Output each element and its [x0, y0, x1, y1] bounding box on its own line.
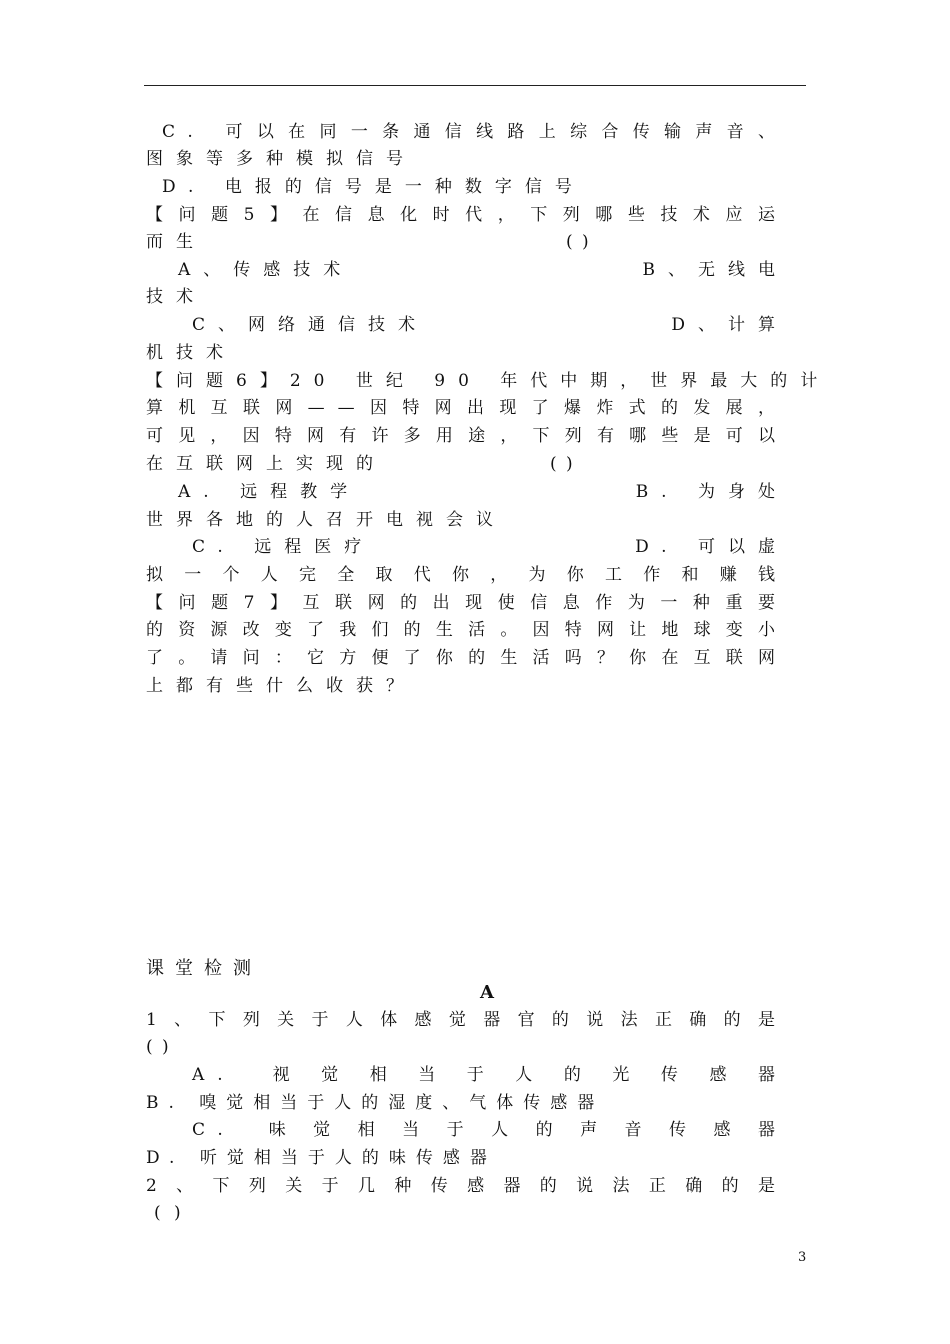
q6-option-d: D. 可以虚	[635, 537, 788, 557]
q5-option-b-cont: 技术	[146, 287, 206, 307]
section-label: A	[480, 982, 494, 1003]
question-6-line3: 可见，因特网有许多用途，下列有哪些是可以	[146, 426, 788, 446]
question-7-line1: 【问题7】互联网的出现使信息作为一种重要	[146, 593, 788, 613]
option-c-line2: 图象等多种模拟信号	[146, 149, 416, 169]
q1-option-c: C. 味觉相当于人的声音传感器	[192, 1120, 788, 1140]
question-7-line3: 了。请问：它方便了你的生活吗？你在互联网	[146, 648, 788, 668]
q6-option-b: B. 为身处	[635, 482, 788, 502]
q1-answer-paren: ( )	[146, 1037, 171, 1057]
option-c-line1: C. 可以在同一条通信线路上综合传输声音、	[162, 122, 788, 142]
q6-option-a: A. 远程教学	[178, 482, 361, 502]
answer-paren: ( )	[566, 232, 591, 252]
q2-stem: 2、下列关于几种传感器的说法正确的是	[146, 1176, 788, 1196]
q6-option-d-cont: 拟一个人完全取代你，为你工作和赚钱	[146, 565, 788, 585]
q1-option-a: A. 视觉相当于人的光传感器	[192, 1065, 788, 1085]
q5-option-d: D、计算	[671, 315, 788, 335]
q6-option-c: C. 远程医疗	[192, 537, 375, 557]
question-5-line1: 【问题5】在信息化时代，下列哪些技术应运	[146, 205, 788, 225]
page-number: 3	[798, 1250, 807, 1265]
q5-option-b: B、无线电	[642, 260, 788, 280]
q5-option-d-cont: 机技术	[146, 343, 236, 363]
question-5-tail: 而生	[146, 232, 206, 252]
question-6-tail: 在互联网上实现的	[146, 454, 386, 474]
header-rule	[144, 85, 806, 86]
q1-option-d: D. 听觉相当于人的味传感器	[146, 1148, 497, 1168]
option-d: D. 电报的信号是一种数字信号	[162, 177, 585, 197]
q5-option-a: A、传感技术	[178, 260, 354, 280]
question-6-line2: 算机互联网——因特网出现了爆炸式的发展，	[146, 398, 788, 418]
q5-option-c: C、网络通信技术	[192, 315, 429, 335]
q1-stem: 1、下列关于人体感觉器官的说法正确的是	[146, 1010, 788, 1030]
question-7-line4: 上都有些什么收获？	[146, 676, 416, 696]
section-title: 课堂检测	[146, 958, 262, 979]
q6-option-b-cont: 世界各地的人召开电视会议	[146, 510, 506, 530]
question-6-line1: 【问题6】20 世纪 90 年代中期，世界最大的计	[146, 371, 831, 391]
q2-answer-paren: ( )	[154, 1203, 185, 1223]
answer-paren: ( )	[550, 454, 575, 474]
question-7-line2: 的资源改变了我们的生活。因特网让地球变小	[146, 620, 788, 640]
q1-option-b: B. 嗅觉相当于人的湿度、气体传感器	[146, 1093, 605, 1113]
